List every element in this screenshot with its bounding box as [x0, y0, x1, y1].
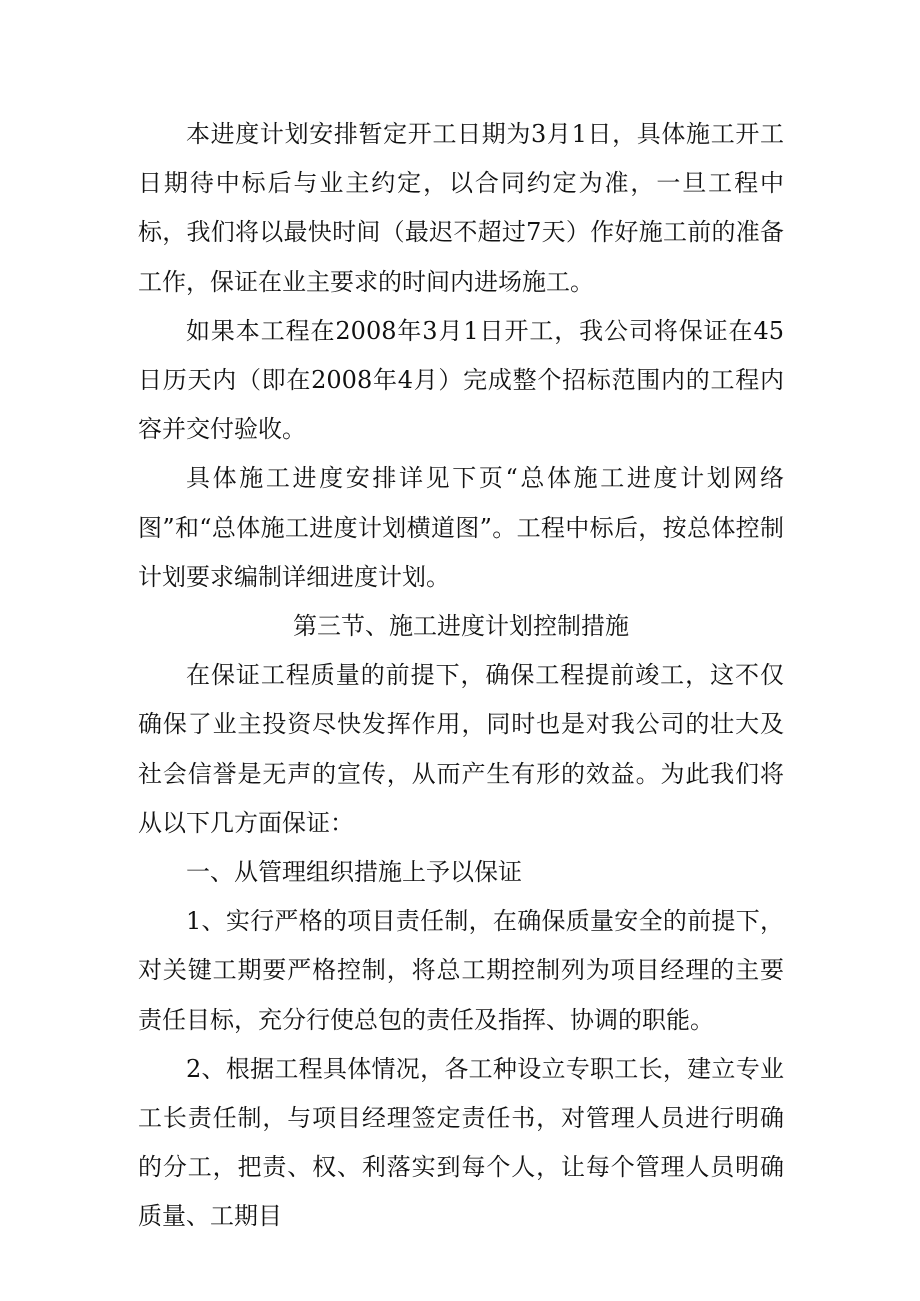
paragraph-completion-guarantee: 如果本工程在2008年3月1日开工，我公司将保证在45日历天内（即在2008年4月）完成整个招标范围内的工程内容并交付验收。 — [138, 316, 784, 444]
subheading-management: 一、从管理组织措施上予以保证 — [186, 858, 522, 887]
paragraph-start-date: 本进度计划安排暂定开工日期为3月1日，具体施工开工日期待中标后与业主约定，以合同约定为准，一旦工程中标，我们将以最快时间（最迟不超过7天）作好施工前的准备工作，保证在业主要求的时间内进场施工。 — [138, 120, 784, 296]
section-heading: 第三节、施工进度计划控制措施 — [293, 612, 629, 641]
list-item-2: 2、根据工程具体情况，各工种设立专职工长，建立专业工长责任制，与项目经理签定责任书，对管理人员进行明确的分工，把责、权、利落实到每个人，让每个管理人员明确质量、工期目 — [138, 1054, 784, 1231]
document-body — [138, 110, 784, 1242]
list-item-1: 1、实行严格的项目责任制，在确保质量安全的前提下，对关键工期要严格控制，将总工期控制列为项目经理的主要责任目标，充分行使总包的责任及指挥、协调的职能。 — [138, 907, 784, 1034]
paragraph-schedule-details: 具体施工进度安排详见下页“总体施工进度计划网络图”和“总体施工进度计划横道图”。工程中标后，按总体控制计划要求编制详细进度计划。 — [138, 464, 784, 591]
paragraph-intro: 在保证工程质量的前提下，确保工程提前竣工，这不仅确保了业主投资尽快发挥作用，同时也是对我公司的壮大及社会信誉是无声的宣传，从而产生有形的效益。为此我们将从以下几方面保证： — [138, 661, 784, 837]
